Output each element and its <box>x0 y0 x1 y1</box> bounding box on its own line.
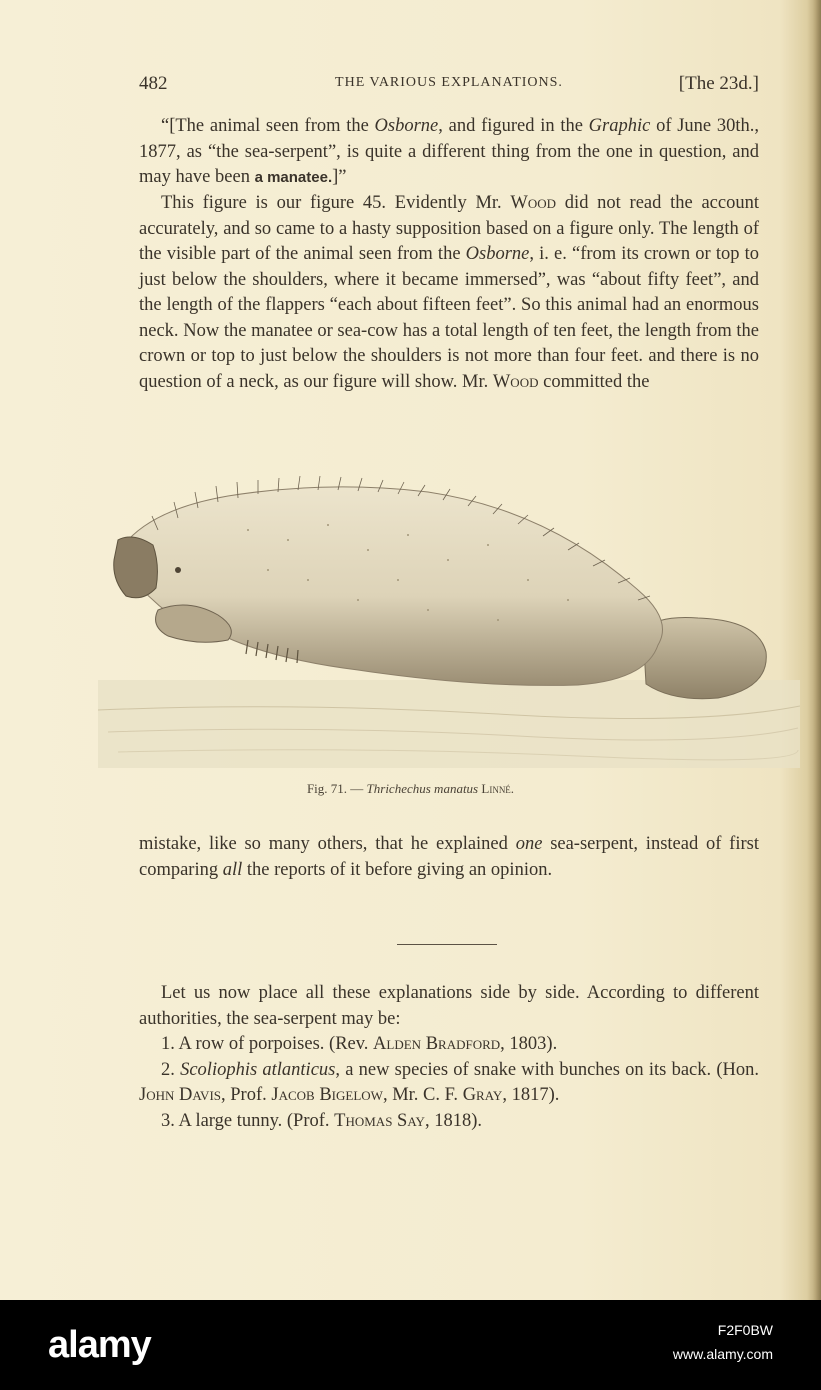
running-date: [The 23d.] <box>678 73 759 94</box>
list-intro: Let us now place all these explanations side by side. According to different authorities, the sea-serpent may be: <box>139 983 759 1029</box>
list-item: 2. Scoliophis atlanticus, a new species of snake with bunches on its back. (Hon. John Davis, Prof. Jacob Bigelow, Mr. C. F. Gray, 1817). <box>139 1059 759 1105</box>
manatee-head <box>114 537 158 598</box>
author-name: Wood <box>510 193 557 213</box>
quote-paragraph: “[The animal seen from the Osborne, and figured in the Graphic of June 30th., 1877, as “the sea-serpent”, is quite a different thing from the one in question, and may have been a manatee.]” <box>139 116 759 187</box>
running-title: THE VARIOUS EXPLANATIONS. <box>335 75 563 90</box>
list-item: 1. A row of porpoises. (Rev. Alden Bradford, 1803). <box>161 1034 558 1054</box>
body-paragraph-1: This figure is our figure 45. Evidently Mr. Wood did not read the account accurately, and so came to a hasty supposition based on a figure only. The length of the visible part of the animal seen from the Osborne, i. e. “from its crown or top to just below the shoulders, where it became immersed”, was “about fifty feet”, and the length of the flappers “each about fifteen feet”. So this animal had an enormous neck. Now the manatee or sea-cow has a total length of ten feet, the length from the crown or top to just below the shoulders is not more than four feet. and there is no question of a neck, as our figure will show. Mr. Wood committed the <box>139 193 759 392</box>
manatee-body <box>126 487 663 686</box>
explanations-list <box>139 981 759 1134</box>
author-name: Wood <box>492 371 539 392</box>
ship-name: Osborne <box>374 116 439 136</box>
body-paragraph-2: mistake, like so many others, that he explained one sea-serpent, instead of first comparing all the reports of it before giving an opinion. <box>139 834 759 880</box>
alamy-logo: alamy <box>48 1324 151 1366</box>
species-author: Linné. <box>481 781 515 796</box>
running-header <box>139 73 759 101</box>
species-name: Thrichechus manatus <box>366 781 479 796</box>
ship-name: Osborne <box>465 244 530 264</box>
list-item: 3. A large tunny. (Prof. Thomas Say, 1818). <box>161 1110 482 1131</box>
manatee-emphasis: a manatee. <box>254 169 333 186</box>
journal-name: Graphic <box>588 116 651 136</box>
stock-photo-footer <box>0 1300 821 1390</box>
figure-caption: Fig. 71. — Thrichechus manatus Linné. <box>306 781 515 796</box>
site-url: www.alamy.com <box>672 1346 773 1362</box>
manatee-eye <box>175 567 181 573</box>
page-number: 482 <box>139 73 168 94</box>
page-edge-shadow <box>807 0 821 1300</box>
image-id: F2F0BW <box>717 1322 773 1338</box>
manatee-illustration <box>98 470 800 770</box>
section-divider <box>397 944 497 945</box>
